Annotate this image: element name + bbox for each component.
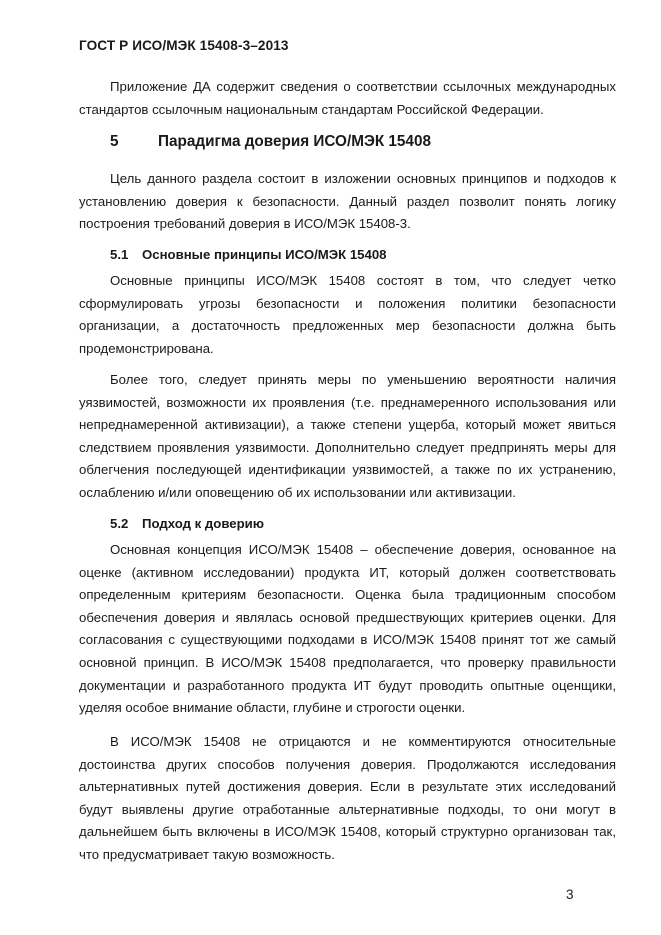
section-5-2-body: [79, 539, 616, 720]
section-5-2-heading: [110, 516, 264, 531]
section-5-title: Парадигма доверия ИСО/МЭК 15408: [158, 133, 431, 150]
section-5-2-body-2: [79, 731, 616, 867]
section-5-1-paragraph-2: Более того, следует принять меры по уменьшению вероятности наличия уязвимостей, возможности их проявления (т.е. преднамеренного использования или непреднамеренной активизации), а также степени ущерба, который может явиться следствием проявления уязвимости. Дополнительно следует предпринять меры для облегчения последующей идентификации уязвимостей, а также по их устранению, ослаблению и/или оповещению об их использовании или активизации.: [79, 372, 616, 500]
section-5-1-body: [79, 270, 616, 360]
section-5-body: [79, 168, 616, 236]
section-5-2-paragraph-1: Основная концепция ИСО/МЭК 15408 – обеспечение доверия, основанное на оценке (активном исследовании) продукта ИТ, который должен соответствовать определенным критериям безопасности. Оценка была традиционным способом обеспечения доверия и являлась основой предшествующих критериев оценки. Для согласования с существующими подходами в ИСО/МЭК 15408 принят тот же самый основной принцип. В ИСО/МЭК 15408 предполагается, что проверку правильности документации и разработанного продукта ИТ будут проводить опытные оценщики, уделяя особое внимание области, глубине и строгости оценки.: [79, 542, 616, 716]
section-5-1-number: 5.1: [110, 247, 129, 262]
section-5-2-number: 5.2: [110, 516, 129, 531]
intro-block: [79, 76, 616, 121]
section-5-1-heading: [110, 247, 387, 262]
section-5-number: 5: [110, 133, 119, 150]
page-number: 3: [566, 887, 574, 902]
section-5-1-paragraph-1: Основные принципы ИСО/МЭК 15408 состоят в том, что следует четко сформулировать угрозы безопасности и положения политики безопасности организации, а достаточность предложенных мер безопасности должна быть продемонстрирована.: [79, 273, 616, 356]
document-header: ГОСТ Р ИСО/МЭК 15408-3–2013: [79, 38, 289, 53]
section-5-2-paragraph-2: В ИСО/МЭК 15408 не отрицаются и не комментируются относительные достоинства других способов получения доверия. Продолжаются исследования альтернативных путей достижения доверия. Если в результате этих исследований будут выявлены другие отработанные альтернативные подходы, то они могут в дальнейшем быть включены в ИСО/МЭК 15408, который структурно организован так, что предусматривает такую возможность.: [79, 734, 616, 862]
section-5-2-title: Подход к доверию: [142, 516, 265, 531]
section-5-1-body-2: [79, 369, 616, 505]
section-5-1-title: Основные принципы ИСО/МЭК 15408: [142, 247, 387, 262]
intro-paragraph: Приложение ДА содержит сведения о соответствии ссылочных международных стандартов ссылочным национальным стандартам Российской Федерации.: [79, 79, 616, 117]
section-5-heading: [110, 133, 431, 151]
section-5-paragraph: Цель данного раздела состоит в изложении основных принципов и подходов к установлению доверия к безопасности. Данный раздел позволит понять логику построения требований доверия в ИСО/МЭК 15408-3.: [79, 171, 616, 232]
